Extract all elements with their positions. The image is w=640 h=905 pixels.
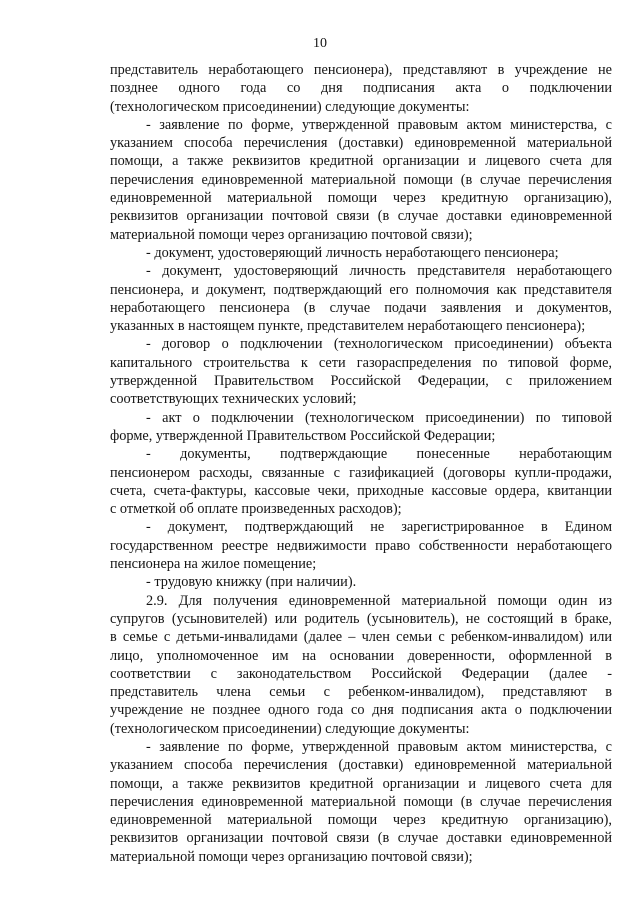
text-line: помощи, а также реквизитов кредитной организации и лицевого счета для <box>110 153 612 170</box>
text-line: государственном реестре недвижимости право собственности неработающего <box>110 537 612 554</box>
text-line: счета, счета-фактуры, кассовые чеки, приходные кассовые ордера, квитанции <box>110 482 612 499</box>
text-line: позднее одного года со дня подписания акта о подключении <box>110 80 612 97</box>
text-line: (технологическом присоединении) следующие документы: <box>110 720 470 737</box>
text-line: - акт о подключении (технологическом присоединении) по типовой <box>146 409 612 426</box>
text-line: неработающего пенсионера (в случае подачи заявления и документов, <box>110 299 612 316</box>
text-line: - заявление по форме, утвержденной правовым актом министерства, с <box>146 738 612 755</box>
text-line: реквизитов организации почтовой связи (в случае доставки единовременной <box>110 208 612 225</box>
text-line: единовременной материальной помощи через кредитную организацию), <box>110 190 612 207</box>
text-line: - заявление по форме, утвержденной правовым актом министерства, с <box>146 116 612 133</box>
text-line: форме, утвержденной Правительством Российской Федерации; <box>110 427 496 444</box>
page-number: 10 <box>313 36 327 51</box>
text-line: пенсионера на жилое помещение; <box>110 556 317 573</box>
text-line: перечисления единовременной материальной помощи (в случае перечисления <box>110 793 612 810</box>
text-line: - трудовую книжку (при наличии). <box>146 574 357 591</box>
text-line: утвержденной Правительством Российской Федерации, с приложением <box>110 373 612 390</box>
text-line: единовременной материальной помощи через кредитную организацию), <box>110 812 612 829</box>
document-body <box>110 61 612 866</box>
text-line: указанных в настоящем пункте, представителем неработающего пенсионера); <box>110 318 586 335</box>
text-line: материальной помощи через организацию почтовой связи); <box>110 848 473 865</box>
text-line: - документ, подтверждающий не зарегистрированное в Едином <box>146 519 612 536</box>
text-line: - документ, удостоверяющий личность представителя неработающего <box>146 263 612 280</box>
text-line: супругов (усыновителей) или родитель (усыновитель), не состоящий в браке, <box>110 610 612 627</box>
text-line: капитального строительства к сети газораспределения по типовой форме, <box>110 354 612 371</box>
text-line: соответствующих технических условий; <box>110 391 357 408</box>
text-line: материальной помощи через организацию почтовой связи); <box>110 226 473 243</box>
text-line: пенсионером расходы, связанные с газификацией (договоры купли-продажи, <box>110 464 612 481</box>
text-line: представитель члена семьи с ребенком-инвалидом), представляют в <box>110 684 612 701</box>
text-line: помощи, а также реквизитов кредитной организации и лицевого счета для <box>110 775 612 792</box>
text-line: - документ, удостоверяющий личность неработающего пенсионера; <box>146 244 559 261</box>
text-line: учреждение не позднее одного года со дня подписания акта о подключении <box>110 702 612 719</box>
text-line: лицо, уполномоченное им на основании доверенности, оформленной в <box>110 647 612 664</box>
text-line: реквизитов организации почтовой связи (в случае доставки единовременной <box>110 830 612 847</box>
text-line: перечисления единовременной материальной помощи (в случае перечисления <box>110 171 612 188</box>
text-line: - договор о подключении (технологическом присоединении) объекта <box>146 336 612 353</box>
text-line: 2.9. Для получения единовременной материальной помощи один из <box>146 592 612 609</box>
text-line: пенсионера, и документ, подтверждающий его полномочия как представителя <box>110 281 612 298</box>
text-line: с отметкой об оплате произведенных расходов); <box>110 501 402 518</box>
text-line: указанием способа перечисления (доставки) единовременной материальной <box>110 135 612 152</box>
text-line: - документы, подтверждающие понесенные неработающим <box>146 446 612 463</box>
text-line: в семье с детьми-инвалидами (далее – член семьи с ребенком-инвалидом) или <box>110 629 612 646</box>
text-line: соответствии с законодательством Российской Федерации (далее - <box>110 665 612 682</box>
text-line: указанием способа перечисления (доставки) единовременной материальной <box>110 757 612 774</box>
text-line: (технологическом присоединении) следующие документы: <box>110 98 470 115</box>
text-line: представитель неработающего пенсионера), представляют в учреждение не <box>110 62 612 78</box>
